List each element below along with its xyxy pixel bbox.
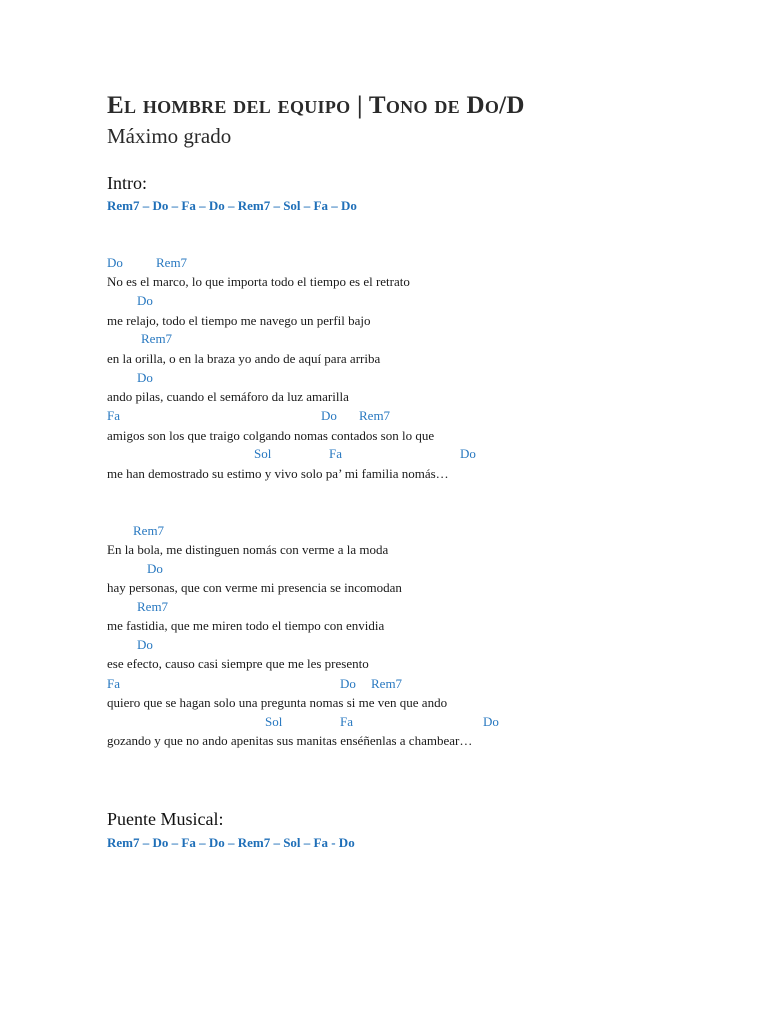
lyric-line: amigos son los que traigo colgando nomas contados son lo que xyxy=(107,428,435,443)
song-title: El hombre del equipo | Tono de Do/D xyxy=(107,92,525,119)
lyric-line: me han demostrado su estimo y vivo solo pa’ mi familia nomás… xyxy=(107,466,449,481)
bridge-progression: Rem7 – Do – Fa – Do – Rem7 – Sol – Fa - Do xyxy=(107,835,355,850)
lyric-line: quiero que se hagan solo una pregunta nomas si me ven que ando xyxy=(107,695,448,710)
chord: Rem7 xyxy=(156,255,188,270)
chord: Fa xyxy=(329,446,342,461)
lyric-line: me relajo, todo el tiempo me navego un perfil bajo xyxy=(107,313,371,328)
intro-heading: Intro: xyxy=(107,173,147,193)
chord: Do xyxy=(137,293,153,308)
chord: Sol xyxy=(254,446,272,461)
lyric-line: No es el marco, lo que importa todo el tiempo es el retrato xyxy=(107,274,410,289)
chord: Rem7 xyxy=(371,676,403,691)
chord: Fa xyxy=(107,676,120,691)
chord: Do xyxy=(137,370,153,385)
bridge-heading: Puente Musical: xyxy=(107,809,224,829)
lyric-line: hay personas, que con verme mi presencia se incomodan xyxy=(107,580,402,595)
chord: Do xyxy=(147,561,163,576)
chord: Sol xyxy=(265,714,283,729)
chord: Fa xyxy=(107,408,120,423)
artist-name: Máximo grado xyxy=(107,124,232,148)
chord: Do xyxy=(460,446,476,461)
lyric-line: En la bola, me distinguen nomás con verme a la moda xyxy=(107,542,389,557)
chord: Rem7 xyxy=(359,408,391,423)
lyric-line: gozando y que no ando apenitas sus manitas enséñenlas a chambear… xyxy=(107,733,473,748)
chord: Do xyxy=(107,255,123,270)
chord: Rem7 xyxy=(141,331,173,346)
chord: Do xyxy=(483,714,499,729)
lyric-line: ando pilas, cuando el semáforo da luz amarilla xyxy=(107,389,349,404)
lyric-line: ese efecto, causo casi siempre que me les presento xyxy=(107,656,369,671)
chord: Do xyxy=(321,408,337,423)
intro-progression: Rem7 – Do – Fa – Do – Rem7 – Sol – Fa – Do xyxy=(107,198,357,213)
chord: Do xyxy=(137,637,153,652)
chord: Fa xyxy=(340,714,353,729)
lyric-line: en la orilla, o en la braza yo ando de aquí para arriba xyxy=(107,351,381,366)
chord: Rem7 xyxy=(133,523,165,538)
chord: Do xyxy=(340,676,356,691)
lyric-line: me fastidia, que me miren todo el tiempo con envidia xyxy=(107,618,385,633)
chord: Rem7 xyxy=(137,599,169,614)
